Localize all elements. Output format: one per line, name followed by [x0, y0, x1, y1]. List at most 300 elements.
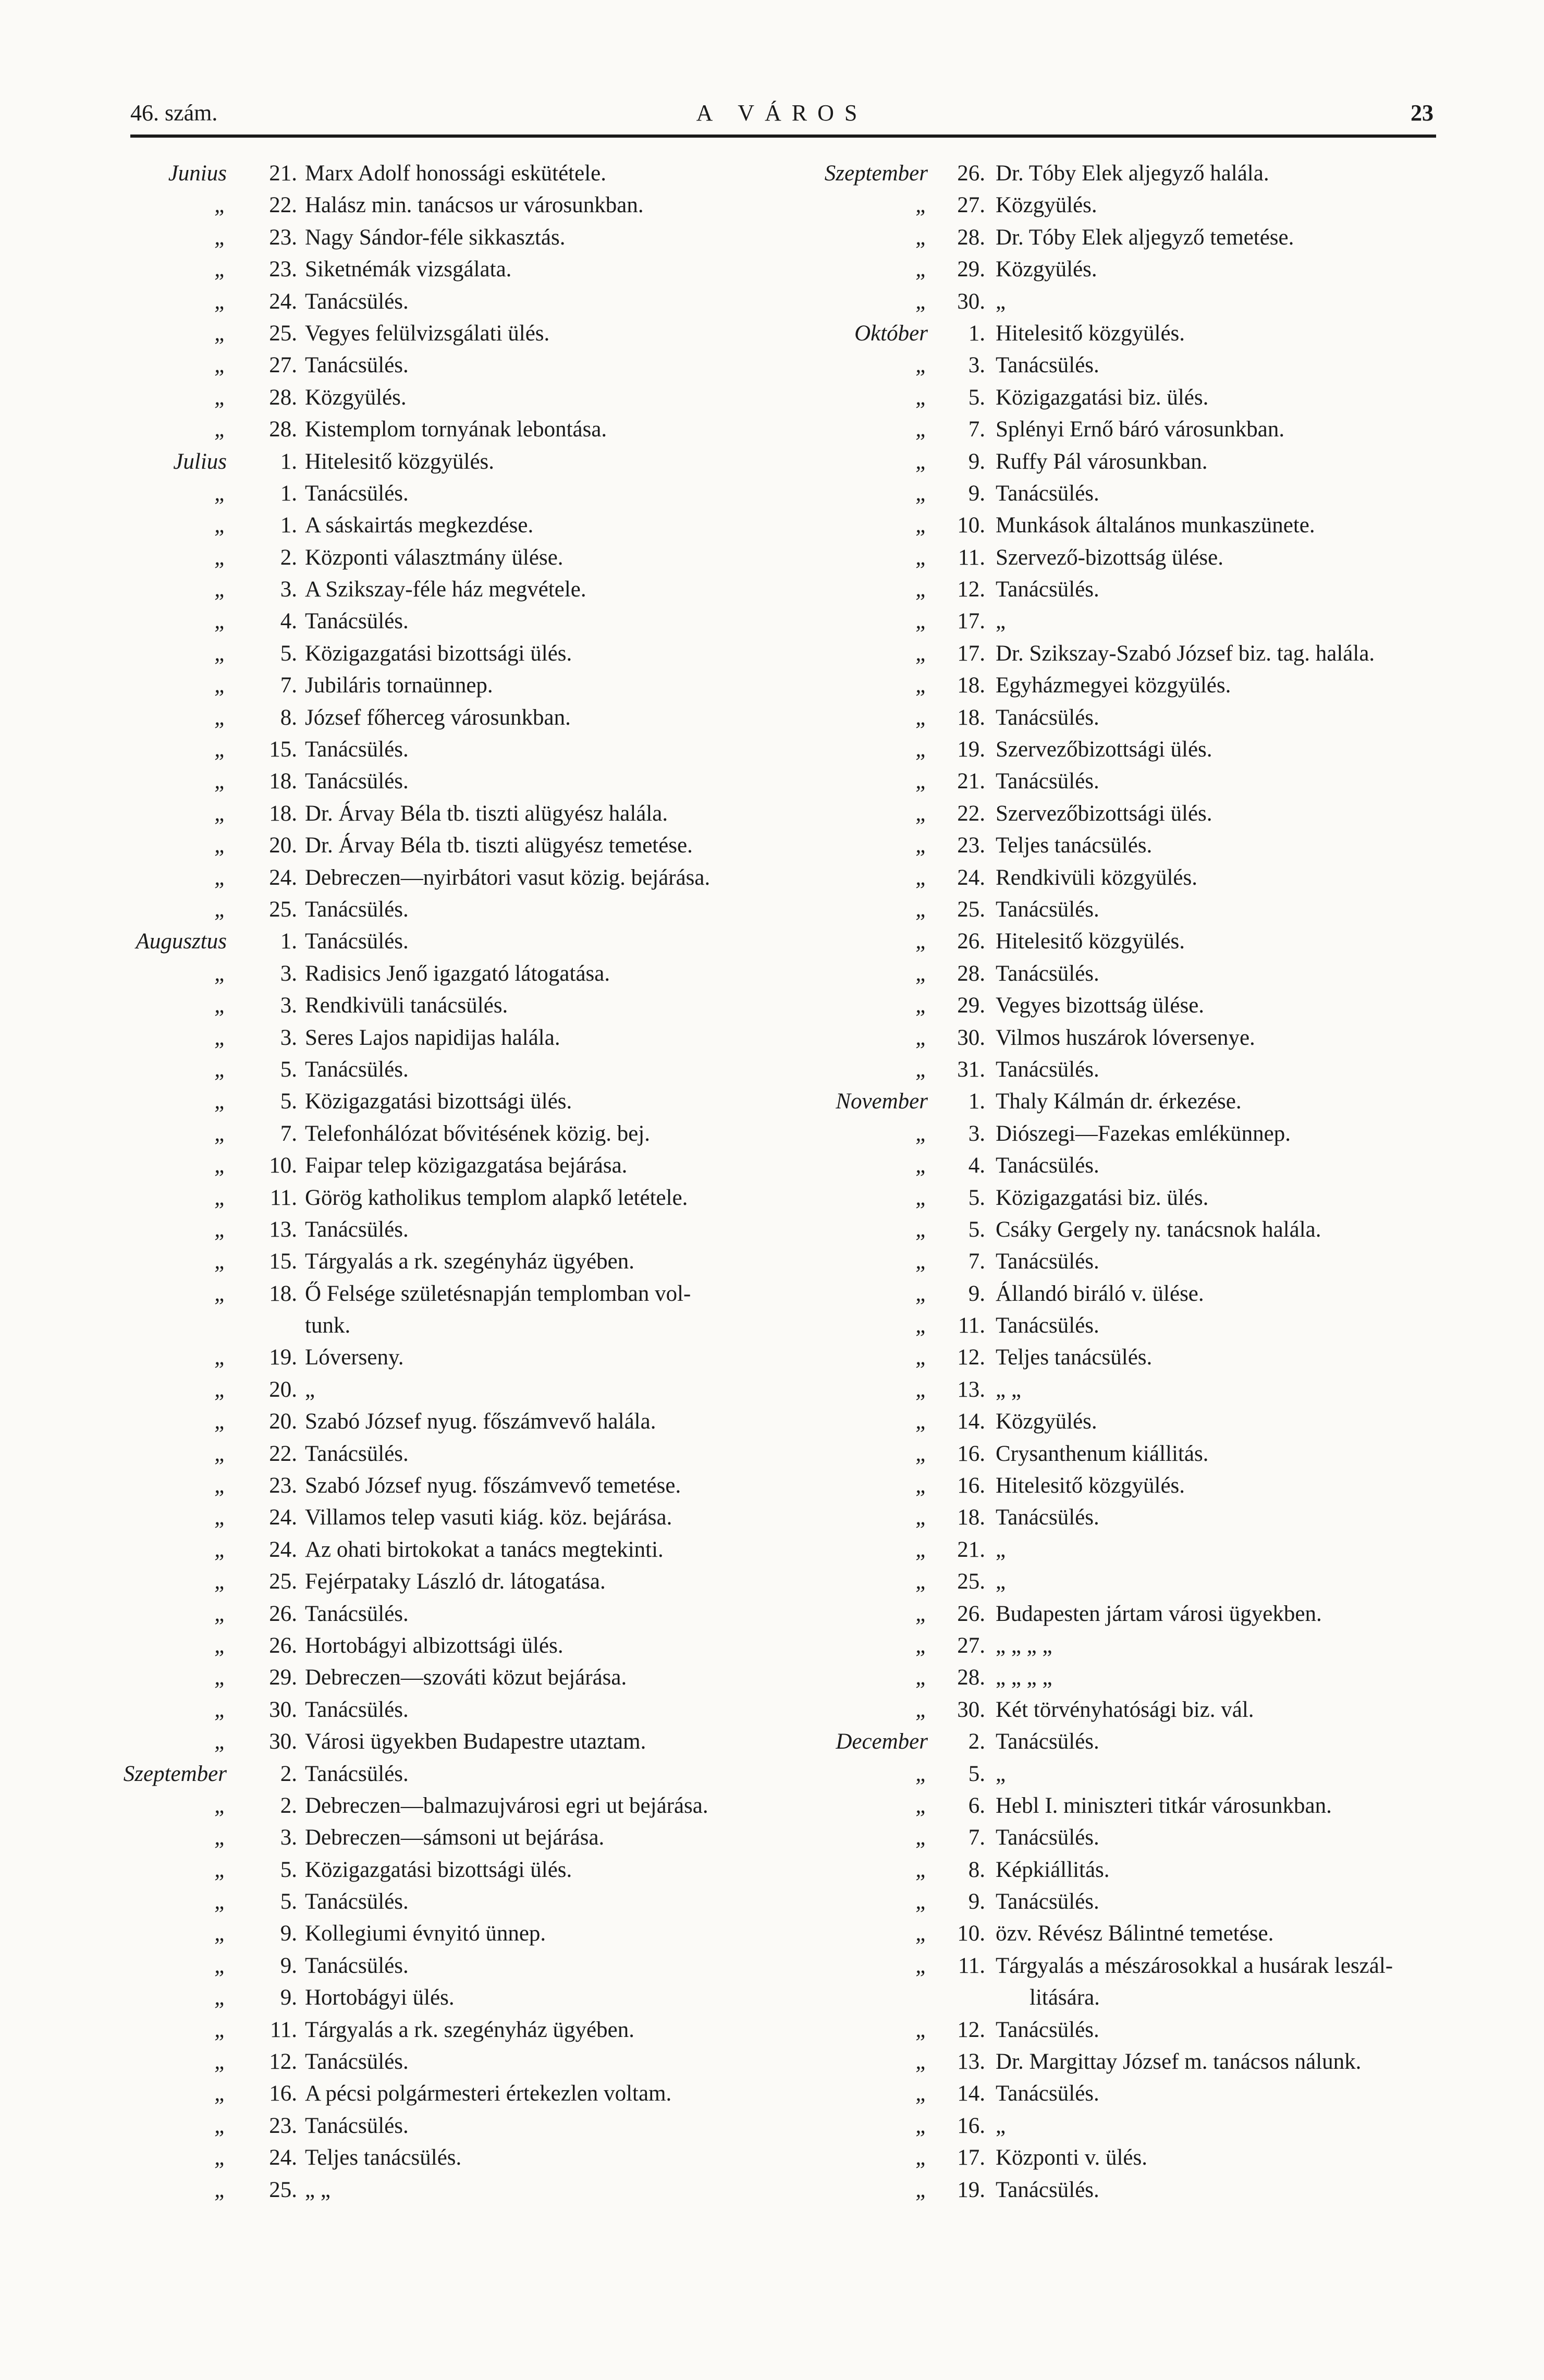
entry-text: Dr. Árvay Béla tb. tiszti alügyész halála. [305, 801, 668, 826]
entry-day: 5. [280, 1857, 297, 1882]
chronicle-entry [109, 2110, 813, 2142]
chronicle-entry [109, 798, 813, 829]
entry-day: 20. [269, 1377, 297, 1402]
chronicle-entry [109, 1118, 813, 1150]
entry-text: Tanácsülés. [996, 1729, 1099, 1754]
entry-text: Tanácsülés. [996, 481, 1099, 506]
chronicle-entry [813, 1374, 1501, 1406]
entry-text: Debreczen—balmazujvárosi egri ut bejárása. [305, 1793, 708, 1818]
entry-month: „ [915, 1633, 928, 1658]
entry-month: „ [214, 1185, 227, 1210]
entry-day: 3. [968, 1121, 985, 1146]
chronicle-entry [109, 1085, 813, 1117]
entry-month: „ [214, 385, 227, 410]
entry-text: Debreczen—szováti közut bejárása. [305, 1665, 627, 1690]
entry-day: 5. [280, 1089, 297, 1114]
entry-day: 9. [280, 1985, 297, 2010]
entry-month: „ [214, 833, 227, 858]
entry-day: 16. [957, 1473, 985, 1498]
entry-text: Tanácsülés. [996, 2017, 1099, 2042]
entry-text: Tanácsülés. [305, 481, 409, 506]
entry-text: Tanácsülés. [996, 1505, 1099, 1530]
entry-text: József főherceg városunkban. [305, 705, 571, 730]
entry-day: 12. [957, 577, 985, 602]
entry-month: „ [915, 1889, 928, 1914]
entry-text: Dr. Tóby Elek aljegyző halála. [996, 161, 1269, 186]
entry-month: „ [214, 1505, 227, 1530]
chronicle-entry [813, 2046, 1501, 2078]
chronicle-entry [109, 1950, 813, 1982]
chronicle-entry [813, 509, 1501, 541]
entry-day: 9. [968, 449, 985, 474]
entry-text: Tanácsülés. [996, 705, 1099, 730]
chronicle-entry [109, 382, 813, 413]
chronicle-entry [109, 349, 813, 381]
page-number: 23 [1411, 100, 1433, 126]
entry-day: 18. [269, 769, 297, 794]
entry-month: „ [915, 257, 928, 282]
entry-day: 11. [958, 1313, 985, 1338]
chronicle-entry [109, 1662, 813, 1693]
entry-text: Budapesten jártam városi ügyekben. [996, 1601, 1322, 1626]
entry-text: Tanácsülés. [305, 609, 409, 634]
entry-day: 9. [968, 481, 985, 506]
entry-day: 27. [269, 353, 297, 378]
entry-day: 22. [269, 193, 297, 218]
entry-text: Hitelesitő közgyülés. [996, 321, 1185, 346]
chronicle-entry [813, 542, 1501, 573]
chronicle-entry [109, 1822, 813, 1853]
chronicle-entry [109, 1790, 813, 1822]
chronicle-entry [813, 1694, 1501, 1726]
chronicle-entry [109, 1278, 813, 1310]
entry-month: „ [915, 929, 928, 954]
chronicle-entry [813, 734, 1501, 765]
entry-month: „ [214, 1633, 227, 1658]
chronicle-entry [813, 1950, 1501, 1982]
entry-day: 5. [968, 1217, 985, 1242]
entry-month: „ [214, 1569, 227, 1594]
chronicle-entry [109, 189, 813, 221]
entry-month: „ [915, 1121, 928, 1146]
chronicle-entry [813, 765, 1501, 797]
entry-month: „ [915, 833, 928, 858]
entry-day: 19. [957, 2177, 985, 2202]
chronicle-entry [109, 605, 813, 637]
chronicle-entry [813, 1854, 1501, 1886]
chronicle-entry [109, 958, 813, 990]
chronicle-entry [109, 1758, 813, 1790]
chronicle-entry [813, 222, 1501, 253]
entry-day: 26. [269, 1601, 297, 1626]
entry-day: 29. [269, 1665, 297, 1690]
entry-text: Központi v. ülés. [996, 2145, 1148, 2170]
chronicle-entry [109, 2046, 813, 2078]
entry-text: „ [996, 289, 1006, 314]
entry-day: 1. [968, 1089, 985, 1114]
entry-month: December [836, 1729, 928, 1754]
entry-month: „ [214, 1409, 227, 1434]
entry-day: 3. [280, 1825, 297, 1850]
entry-day: 2. [280, 545, 297, 570]
entry-day: 18. [269, 1281, 297, 1306]
chronicle-entry [109, 702, 813, 734]
entry-month: „ [214, 1473, 227, 1498]
entry-day: 13. [269, 1217, 297, 1242]
entry-day: 23. [269, 1473, 297, 1498]
chronicle-entry [109, 1374, 813, 1406]
entry-day: 25. [269, 321, 297, 346]
entry-month: „ [214, 705, 227, 730]
entry-day: 2. [280, 1793, 297, 1818]
entry-month: „ [915, 1217, 928, 1242]
entry-text: Debreczen—sámsoni ut bejárása. [305, 1825, 605, 1850]
chronicle-entry [109, 2078, 813, 2109]
entry-day: 18. [957, 705, 985, 730]
chronicle-entry [813, 1918, 1501, 1949]
entry-day: 25. [269, 2177, 297, 2202]
chronicle-entry [109, 990, 813, 1021]
entry-text: Városi ügyekben Budapestre utaztam. [305, 1729, 646, 1754]
entry-day: 9. [968, 1281, 985, 1306]
entry-month: „ [915, 1057, 928, 1082]
entry-day: 28. [957, 225, 985, 250]
chronicle-entry [813, 1246, 1501, 1277]
entry-month: „ [915, 1953, 928, 1978]
entry-text: Faipar telep közigazgatása bejárása. [305, 1153, 628, 1178]
entry-text: Tanácsülés. [305, 2113, 409, 2138]
entry-text: Rendkivüli tanácsülés. [305, 993, 508, 1018]
chronicle-entry [813, 1758, 1501, 1790]
chronicle-entry [813, 1982, 1501, 2013]
chronicle-entry [813, 318, 1501, 349]
entry-month: „ [915, 1441, 928, 1466]
chronicle-entry [109, 253, 813, 285]
chronicle-entry [813, 253, 1501, 285]
entry-text: Állandó biráló v. ülése. [996, 1281, 1204, 1306]
entry-text: Tanácsülés. [305, 1697, 409, 1722]
chronicle-entry [813, 1502, 1501, 1533]
chronicle-entry [813, 1470, 1501, 1502]
entry-month: „ [915, 1281, 928, 1306]
entry-day: 13. [957, 2049, 985, 2074]
chronicle-entry [813, 862, 1501, 894]
chronicle-entry [813, 829, 1501, 861]
entry-month: „ [214, 673, 227, 698]
entry-day: 24. [269, 865, 297, 890]
chronicle-entry [109, 669, 813, 701]
entry-day: 9. [968, 1889, 985, 1914]
right-column [813, 157, 1501, 2206]
entry-day: 7. [968, 417, 985, 442]
entry-text: Tanácsülés. [996, 961, 1099, 986]
entry-text: Közigazgatási bizottsági ülés. [305, 641, 572, 666]
entry-month: „ [214, 225, 227, 250]
entry-text: Munkások általános munkaszünete. [996, 513, 1315, 538]
entry-day: 17. [957, 2145, 985, 2170]
entry-day: 30. [957, 289, 985, 314]
entry-month: „ [214, 545, 227, 570]
entry-text: Hebl I. miniszteri titkár városunkban. [996, 1793, 1332, 1818]
entry-month: „ [915, 1761, 928, 1786]
chronicle-entry [109, 1726, 813, 1757]
entry-month: „ [915, 1313, 928, 1338]
entry-day: 12. [269, 2049, 297, 2074]
entry-day: 5. [280, 641, 297, 666]
chronicle-entry [813, 413, 1501, 445]
header-rule [130, 135, 1436, 138]
entry-day: 23. [269, 257, 297, 282]
chronicle-entry [813, 1438, 1501, 1470]
journal-title: A VÁROS [696, 100, 868, 126]
chronicle-entry [109, 1566, 813, 1597]
entry-day: 8. [280, 705, 297, 730]
entry-day: 25. [269, 1569, 297, 1594]
entry-month: „ [214, 1985, 227, 2010]
entry-month: Julius [173, 449, 227, 474]
entry-day: 1. [280, 449, 297, 474]
chronicle-entry [109, 1630, 813, 1662]
entry-day: 4. [968, 1153, 985, 1178]
entry-continuation: litására. [1030, 1985, 1100, 2010]
chronicle-entry [813, 798, 1501, 829]
entry-day: 7. [280, 1121, 297, 1146]
entry-text: „ [996, 1537, 1006, 1562]
entry-day: 7. [968, 1825, 985, 1850]
entry-text: Közigazgatási bizottsági ülés. [305, 1857, 572, 1882]
entry-month: „ [214, 1441, 227, 1466]
entry-day: 19. [269, 1345, 297, 1370]
entry-text: Tanácsülés. [305, 897, 409, 922]
chronicle-entry [109, 1502, 813, 1533]
entry-text: Jubiláris tornaünnep. [305, 673, 493, 698]
entry-text: Hortobágyi albizottsági ülés. [305, 1633, 563, 1658]
chronicle-entry [109, 542, 813, 573]
entry-day: 2. [280, 1761, 297, 1786]
entry-month: „ [214, 1281, 227, 1306]
entry-day: 9. [280, 1921, 297, 1946]
chronicle-entry [109, 413, 813, 445]
entry-month: „ [214, 1249, 227, 1274]
chronicle-entry [813, 958, 1501, 990]
entry-month: „ [915, 2145, 928, 2170]
left-column [109, 157, 813, 2206]
chronicle-entry [109, 1341, 813, 1373]
entry-month: „ [214, 897, 227, 922]
entry-day: 19. [957, 737, 985, 762]
chronicle-entry [109, 222, 813, 253]
entry-text: Tanácsülés. [996, 1057, 1099, 1082]
entry-text: Marx Adolf honossági eskütétele. [305, 161, 607, 186]
entry-month: Október [854, 321, 928, 346]
entry-day: 15. [269, 737, 297, 762]
entry-day: 26. [957, 1601, 985, 1626]
page-header [130, 95, 1433, 131]
entry-month: „ [214, 2017, 227, 2042]
entry-month: November [836, 1089, 928, 1114]
chronicle-entry [813, 1118, 1501, 1150]
entry-text: Tanácsülés. [996, 1889, 1099, 1914]
entry-text: Tárgyalás a mészárosokkal a husárak leszál- [996, 1953, 1393, 1978]
entry-text: Vilmos huszárok lóversenye. [996, 1025, 1255, 1050]
entry-month: „ [915, 801, 928, 826]
entry-month: „ [915, 225, 928, 250]
entry-month: „ [214, 1825, 227, 1850]
entry-month: „ [915, 2081, 928, 2106]
chronicle-entry [813, 990, 1501, 1021]
entry-text: A pécsi polgármesteri értekezlen voltam. [305, 2081, 672, 2106]
entry-month: Szeptember [824, 161, 928, 186]
entry-month: „ [214, 2049, 227, 2074]
entry-text: Tanácsülés. [305, 1889, 409, 1914]
entry-day: 25. [957, 897, 985, 922]
entry-month: „ [915, 2017, 928, 2042]
entry-text: Tárgyalás a rk. szegényház ügyében. [305, 1249, 634, 1274]
entry-month: „ [214, 1537, 227, 1562]
entry-day: 28. [957, 1665, 985, 1690]
entry-text: Tanácsülés. [996, 769, 1099, 794]
entry-text: Dr. Szikszay-Szabó József biz. tag. halála. [996, 641, 1375, 666]
chronicle-entry [813, 1341, 1501, 1373]
entry-month: „ [214, 1729, 227, 1754]
entry-text: Tanácsülés. [996, 2081, 1099, 2106]
entry-day: 16. [957, 1441, 985, 1466]
entry-day: 30. [269, 1729, 297, 1754]
entry-month: „ [915, 1569, 928, 1594]
entry-day: 27. [957, 193, 985, 218]
entry-text: Vegyes felülvizsgálati ülés. [305, 321, 550, 346]
entry-month: „ [214, 1601, 227, 1626]
entry-day: 26. [957, 161, 985, 186]
entry-text: Tanácsülés. [305, 929, 409, 954]
entry-text: Rendkivüli közgyülés. [996, 865, 1197, 890]
entry-month: „ [214, 865, 227, 890]
chronicle-entry [813, 1085, 1501, 1117]
entry-day: 23. [269, 225, 297, 250]
entry-text: Teljes tanácsülés. [305, 2145, 462, 2170]
entry-text: „ „ [996, 1377, 1021, 1402]
chronicle-entry [813, 157, 1501, 189]
entry-day: 13. [957, 1377, 985, 1402]
entry-text: Tanácsülés. [996, 897, 1099, 922]
entry-text: Villamos telep vasuti kiág. köz. bejárása. [305, 1505, 672, 1530]
entry-text: „ „ „ „ [996, 1633, 1052, 1658]
entry-month: „ [915, 1249, 928, 1274]
entry-text: Központi választmány ülése. [305, 545, 563, 570]
chronicle-entry [109, 1918, 813, 1949]
entry-text: Ő Felsége születésnapján templomban vol- [305, 1281, 691, 1306]
entry-month: „ [214, 417, 227, 442]
entry-month: „ [214, 2113, 227, 2138]
entry-month: Junius [168, 161, 227, 186]
chronicle-entry [813, 1406, 1501, 1437]
entry-text: Tanácsülés. [305, 1217, 409, 1242]
entry-day: 1. [280, 929, 297, 954]
chronicle-entry [813, 349, 1501, 381]
entry-day: 20. [269, 1409, 297, 1434]
entry-day: 21. [269, 161, 297, 186]
chronicle-entry [813, 1566, 1501, 1597]
entry-day: 5. [968, 385, 985, 410]
entry-day: 12. [957, 2017, 985, 2042]
chronicle-entry [109, 1470, 813, 1502]
entry-month: „ [915, 865, 928, 890]
entry-month: „ [214, 1089, 227, 1114]
entry-month: „ [214, 1665, 227, 1690]
entry-day: 14. [957, 2081, 985, 2106]
entry-day: 29. [957, 993, 985, 1018]
entry-month: „ [214, 1793, 227, 1818]
entry-text: Tanácsülés. [305, 1761, 409, 1786]
entry-month: „ [915, 737, 928, 762]
entry-month: „ [915, 609, 928, 634]
chronicle-entry [813, 894, 1501, 925]
entry-month: „ [214, 2177, 227, 2202]
entry-text: Telefonhálózat bővitésének közig. bej. [305, 1121, 651, 1146]
entry-month: „ [915, 193, 928, 218]
chronicle-entry [813, 605, 1501, 637]
issue-number: 46. szám. [130, 100, 218, 126]
chronicle-entry [109, 1310, 813, 1341]
chronicle-entry [109, 862, 813, 894]
entry-day: 21. [957, 1537, 985, 1562]
entry-day: 18. [957, 1505, 985, 1530]
entry-month: „ [915, 961, 928, 986]
entry-text: Nagy Sándor-féle sikkasztás. [305, 225, 566, 250]
entry-month: „ [915, 449, 928, 474]
entry-day: 11. [958, 545, 985, 570]
entry-month: „ [915, 1921, 928, 1946]
entry-month: „ [214, 1025, 227, 1050]
entry-month: „ [915, 481, 928, 506]
entry-month: „ [214, 1953, 227, 1978]
entry-day: 16. [269, 2081, 297, 2106]
chronicle-entry [813, 1054, 1501, 1085]
entry-day: 30. [957, 1025, 985, 1050]
entry-day: 30. [269, 1697, 297, 1722]
entry-day: 17. [957, 641, 985, 666]
chronicle-entry [109, 925, 813, 957]
entry-day: 8. [968, 1857, 985, 1882]
entry-day: 24. [269, 1537, 297, 1562]
entry-day: 24. [269, 289, 297, 314]
entry-month: „ [915, 513, 928, 538]
entry-text: Hortobágyi ülés. [305, 1985, 455, 2010]
entry-month: „ [915, 641, 928, 666]
entry-text: Tanácsülés. [305, 2049, 409, 2074]
chronicle-entry [109, 1438, 813, 1470]
entry-day: 26. [957, 929, 985, 954]
entry-month: „ [214, 1345, 227, 1370]
entry-month: „ [214, 1153, 227, 1178]
chronicle-entry [109, 2142, 813, 2174]
entry-text: Tanácsülés. [996, 1153, 1099, 1178]
chronicle-entry [109, 829, 813, 861]
entry-day: 10. [269, 1153, 297, 1178]
entry-text: Két törvényhatósági biz. vál. [996, 1697, 1254, 1722]
entry-text: Seres Lajos napidijas halála. [305, 1025, 560, 1050]
chronicle-entry [813, 925, 1501, 957]
entry-day: 3. [280, 993, 297, 1018]
entry-text: „ „ „ „ [996, 1665, 1052, 1690]
entry-text: Közgyülés. [305, 385, 407, 410]
chronicle-entry [109, 1022, 813, 1054]
entry-day: 24. [269, 1505, 297, 1530]
entry-text: Crysanthenum kiállitás. [996, 1441, 1209, 1466]
chronicle-entry [813, 1022, 1501, 1054]
chronicle-entry [109, 638, 813, 669]
chronicle-entry [109, 1598, 813, 1630]
